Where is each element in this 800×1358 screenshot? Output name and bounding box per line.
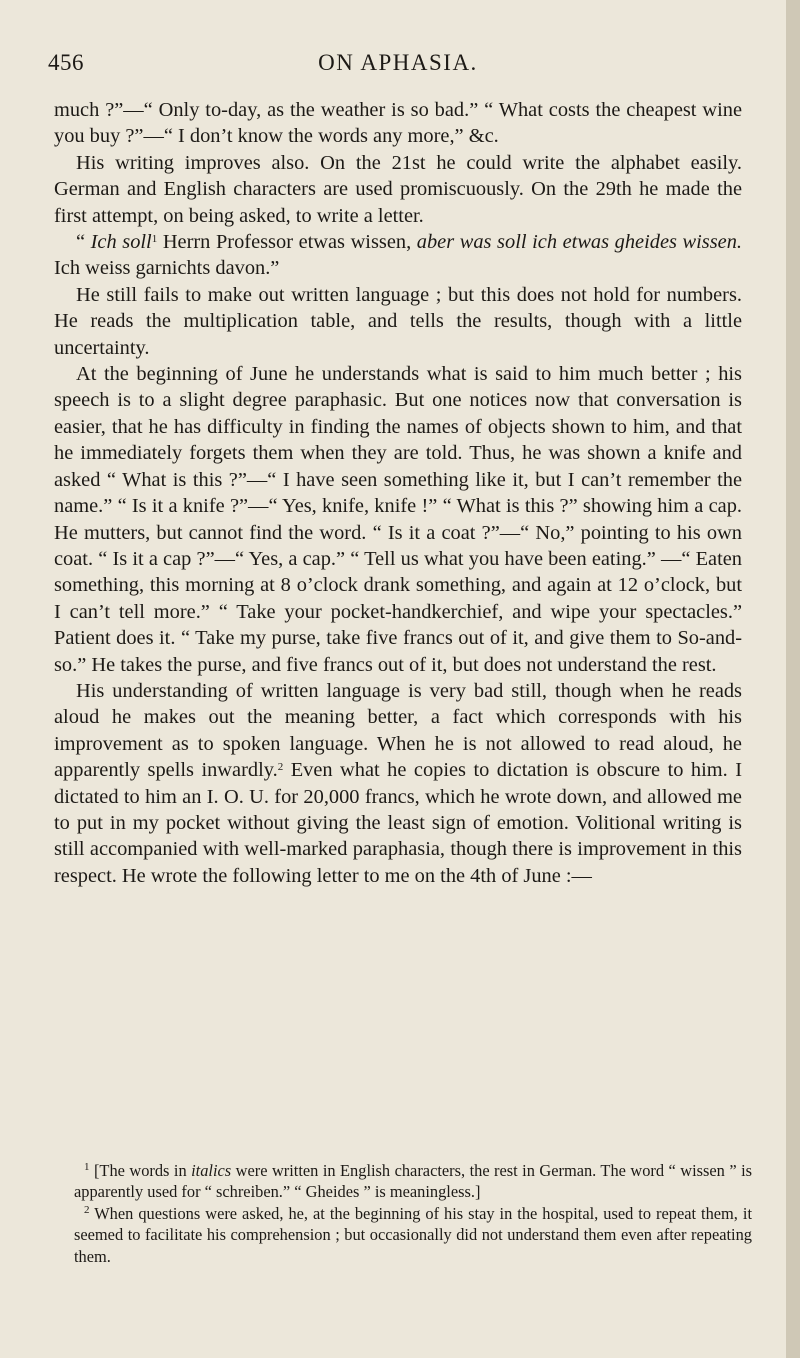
footnote-text: [The words in: [93, 1161, 192, 1180]
paragraph-text: Even what he copies to dictation is obscure to him. I dictated to him an I. O. U. for 20,000 francs, which he wrote down, and allowed me to put in my pocket without giving the least sign of emotion. Volitional writing is still accompanied with well-marked paraphasia, though there is improvement in this respect. He wrote the following letter to me on the 4th of June :—: [54, 759, 742, 887]
footnote-italic: italics: [191, 1161, 232, 1180]
footnote-text: were written in English characters, the rest in German. The word “ wissen ” is apparently used for “ schreiben.” “ Gheides ” is meaningless.]: [74, 1161, 752, 1202]
paragraph: His writing improves also. On the 21st he could write the alphabet easily. German and English characters are used promiscuously. On the 29th he made the first attempt, on being asked, to write a letter.: [54, 151, 742, 227]
italic-text: Ich soll: [90, 231, 152, 254]
quote-text: Herrn Professor etwas wissen,: [157, 231, 417, 254]
footnote: [74, 1203, 752, 1267]
footnote-ref: 1: [151, 233, 158, 246]
footnote-ref: 2: [277, 761, 284, 774]
footnotes: [74, 1160, 752, 1267]
body-text: [54, 97, 742, 889]
page-number: 456: [48, 50, 84, 75]
quote-text: Ich weiss garnichts davon.”: [54, 257, 280, 280]
footnote-mark: 2: [84, 1203, 90, 1216]
page-edge: [786, 0, 800, 1358]
paragraph: much ?”—“ Only to-day, as the weather is so bad.” “ What costs the cheapest wine you buy ?”—“ I don’t know the words any more,” &c.: [54, 99, 742, 148]
paragraph-text: His understanding of written language is very bad still, though when he reads aloud he makes out the meaning better, a fact which corresponds with his improvement as to spoken language. When he is not allowed to read aloud, he apparently spells inwardly.: [54, 679, 742, 782]
footnote: [74, 1160, 752, 1203]
footnote-mark: 1: [84, 1161, 90, 1173]
paragraph: [54, 678, 742, 889]
letter-quote: [54, 229, 742, 282]
paragraph: At the beginning of June he understands what is said to him much better ; his speech is to a slight degree paraphasic. But one notices now that conversation is easier, that he has difficulty in finding the names of objects shown to him, and that he immediately forgets them when they are told. Thus, he was shown a knife and asked “ What is this ?”—“ I have seen something like it, but I can’t remember the name.” “ Is it a knife ?”—“ Yes, knife, knife !” “ What is this ?” showing him a cap. He mutters, but cannot find the word. “ Is it a coat ?”—“ No,” pointing to his own coat. “ Is it a cap ?”—“ Yes, a cap.” “ Tell us what you have been eating.” —“ Eaten something, this morning at 8 o’clock drank something, and again at 12 o’clock, but I can’t tell more.” “ Take your pocket-handkerchief, and wipe your spectacles.” Patient does it. “ Take my purse, take five francs out of it, and give them to So-and-so.” He takes the purse, and five francs out of it, but does not understand the rest.: [54, 363, 742, 676]
paragraph: He still fails to make out written language ; but this does not hold for numbers. He reads the multiplication table, and tells the results, though with a little uncertainty.: [54, 283, 742, 359]
page-header: [48, 50, 748, 84]
running-title: ON APHASIA.: [318, 50, 478, 75]
quote-open: “: [76, 231, 91, 254]
footnote-text: When questions were asked, he, at the beginning of his stay in the hospital, used to repeat them, it seemed to facilitate his comprehension ; but occasionally did not understand them even after repeating them.: [74, 1203, 753, 1266]
italic-text: aber was soll ich etwas gheides wissen.: [416, 231, 742, 254]
